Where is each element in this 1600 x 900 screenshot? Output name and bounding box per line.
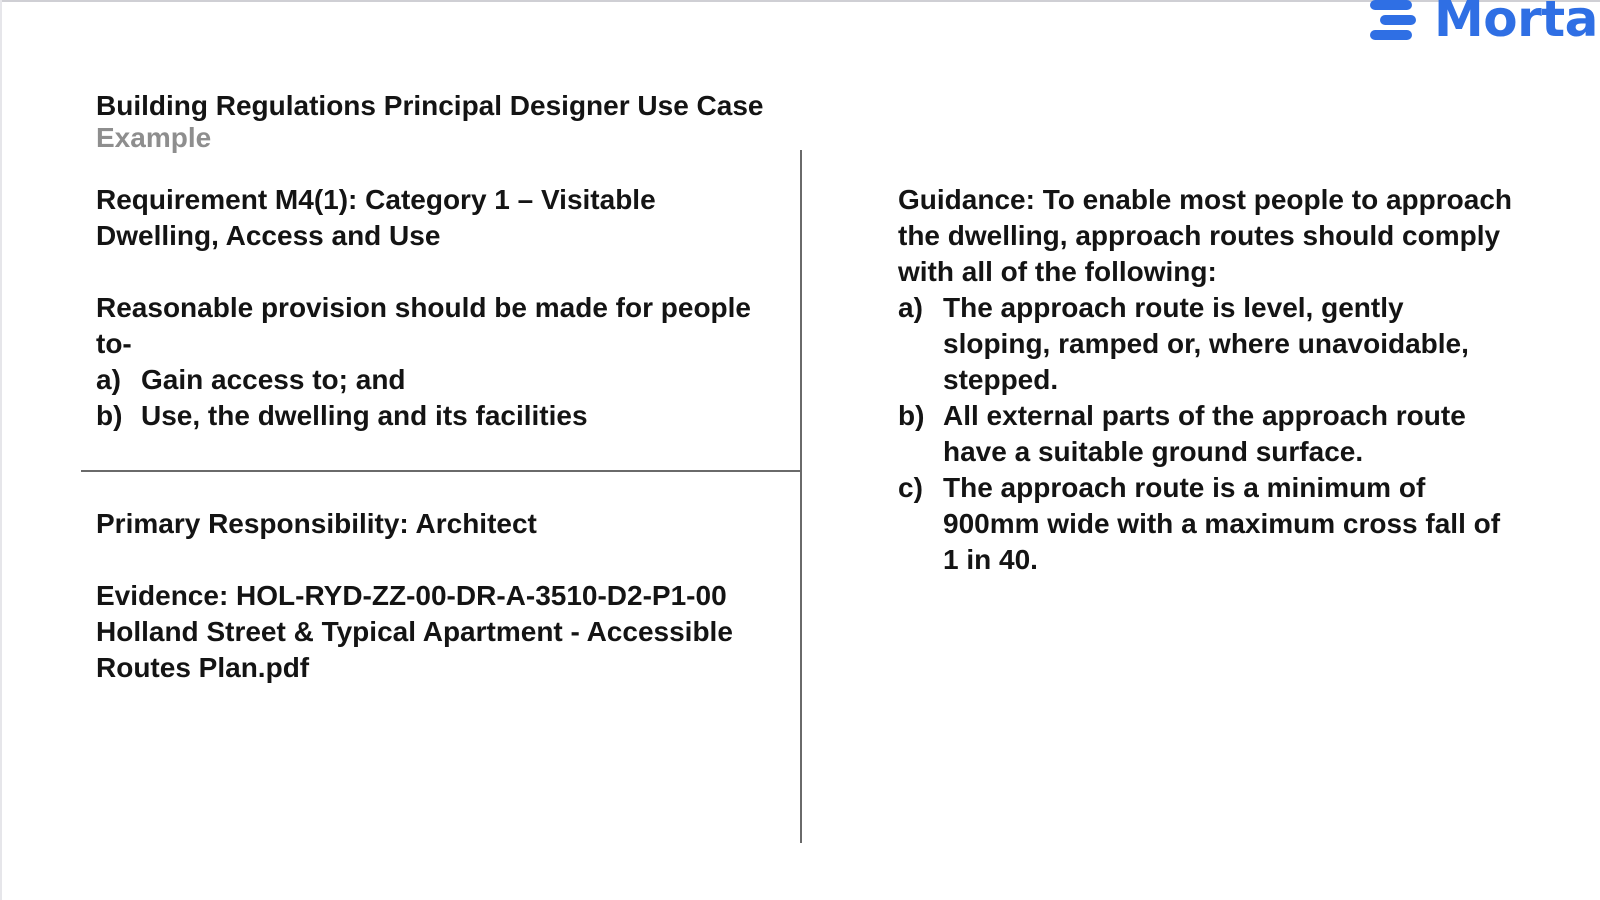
guidance-intro: Guidance: To enable most people to approach the dwelling, approach routes should comply with all of the following: <box>898 184 1513 287</box>
list-marker: a) <box>898 292 923 323</box>
requirement-heading: Requirement M4(1): Category 1 – Visitable Dwelling, Access and Use <box>96 184 656 251</box>
list-item <box>898 398 1518 470</box>
left-border <box>0 0 2 900</box>
list-item <box>898 290 1518 398</box>
guidance-list <box>898 290 1518 578</box>
morta-logo-icon <box>1370 0 1416 42</box>
brand-logo <box>1370 0 1598 46</box>
list-item-text: The approach route is a minimum of 900mm wide with a maximum cross fall of 1 in 40. <box>943 472 1501 575</box>
guidance-section <box>898 182 1518 578</box>
provision-list <box>96 362 786 434</box>
page-subtitle: Example <box>96 122 212 153</box>
vertical-divider <box>800 150 802 843</box>
requirement-text <box>96 182 786 254</box>
list-marker: b) <box>898 400 925 431</box>
horizontal-divider <box>81 470 801 472</box>
list-item <box>96 398 786 434</box>
brand-name: Morta <box>1434 0 1598 48</box>
list-item-text: All external parts of the approach route have a suitable ground surface. <box>943 400 1466 467</box>
top-border <box>0 0 1600 2</box>
list-item <box>898 470 1518 578</box>
provision-section <box>96 290 786 434</box>
list-item <box>96 362 786 398</box>
evidence-section <box>96 578 736 686</box>
provision-intro: Reasonable provision should be made for people to- <box>96 292 752 359</box>
list-item-text: Use, the dwelling and its facilities <box>141 400 588 431</box>
primary-responsibility: Primary Responsibility: Architect <box>96 508 537 539</box>
list-marker: b) <box>96 400 123 431</box>
responsibility-section <box>96 506 786 542</box>
list-item-text: Gain access to; and <box>141 364 406 395</box>
evidence-text: Evidence: HOL-RYD-ZZ-00-DR-A-3510-D2-P1-00 Holland Street & Typical Apartment - Accessible Routes Plan.pdf <box>96 580 733 683</box>
list-marker: c) <box>898 472 923 503</box>
page-title: Building Regulations Principal Designer Use Case <box>96 90 764 121</box>
list-item-text: The approach route is level, gently sloping, ramped or, where unavoidable, stepped. <box>943 292 1469 395</box>
list-marker: a) <box>96 364 121 395</box>
